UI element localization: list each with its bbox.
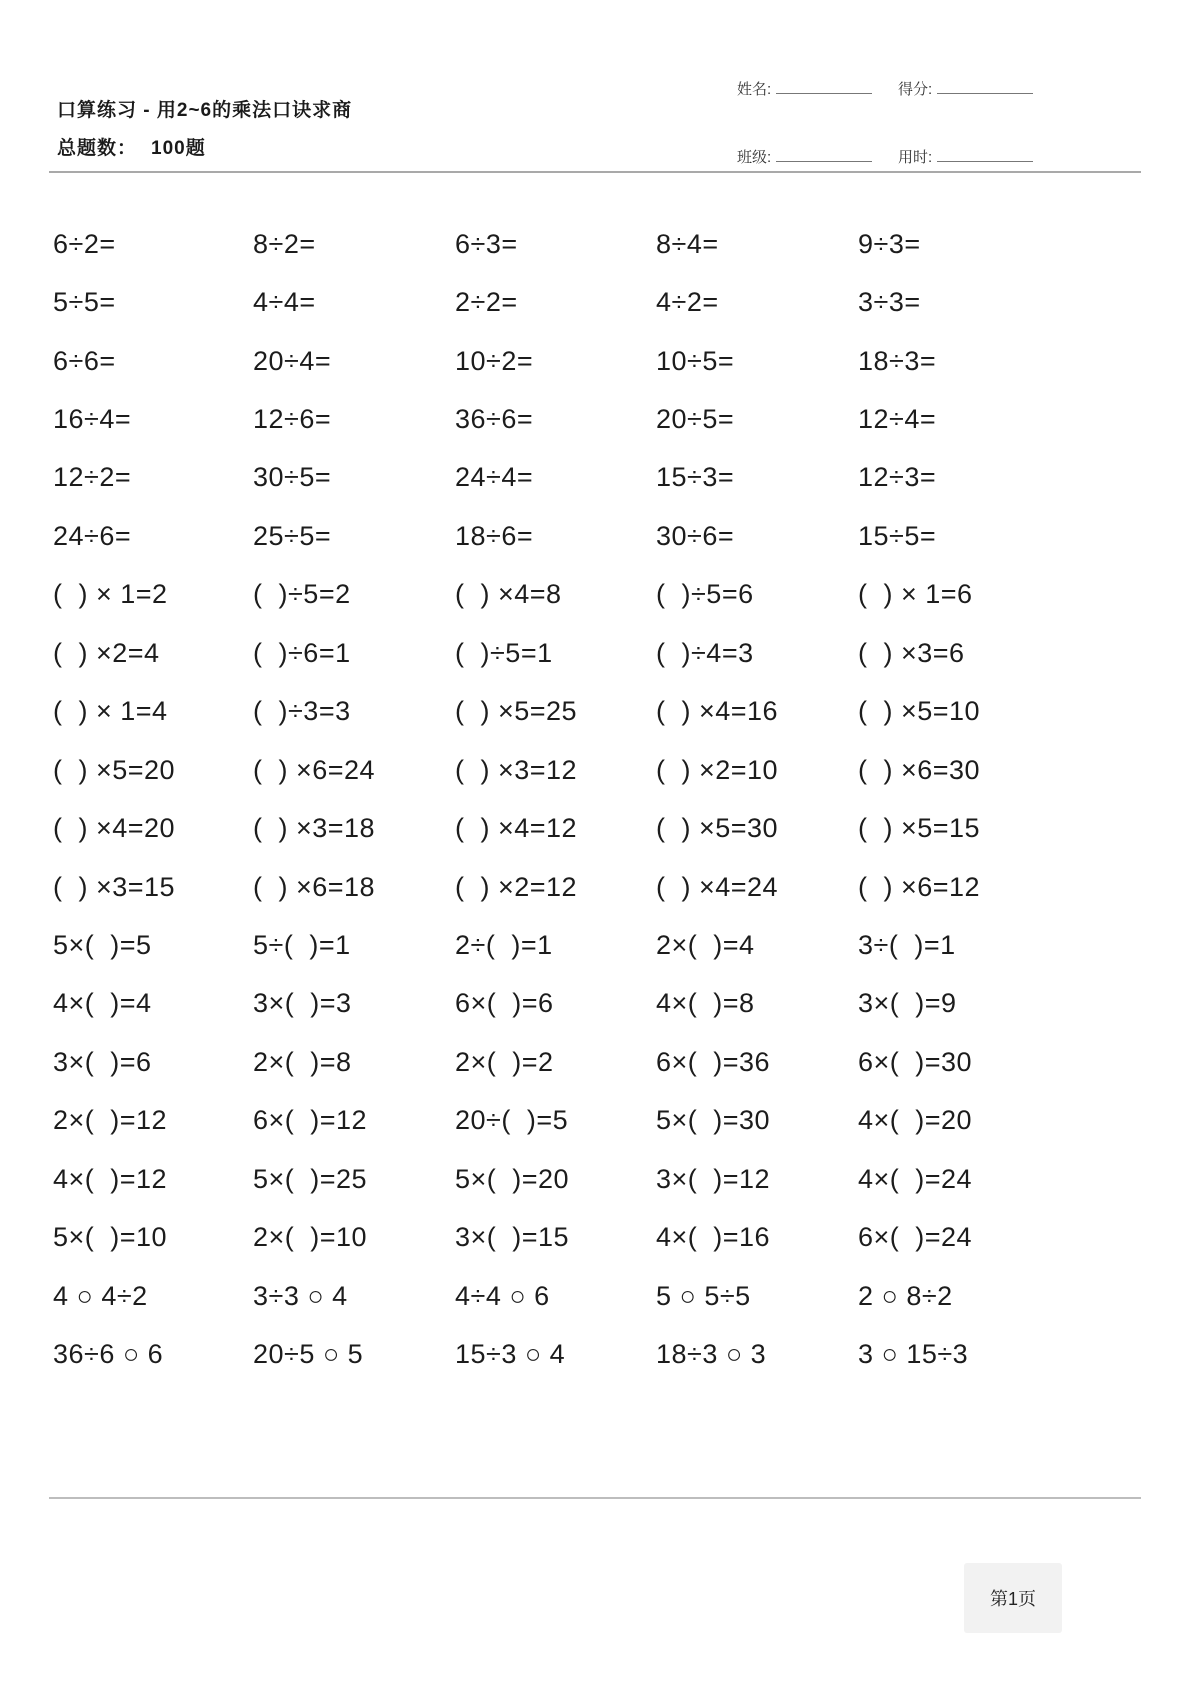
problem-cell: 2×( )=4 (656, 929, 755, 960)
problem-cell: 20÷( )=5 (455, 1105, 569, 1136)
problem-cell: 4×( )=8 (656, 988, 755, 1019)
problem-cell: 3÷3 ○ 4 (253, 1280, 348, 1311)
problem-cell: 18÷3= (858, 345, 937, 376)
problem-cell: 6×( )=12 (253, 1105, 368, 1136)
problem-cell: 5 ○ 5÷5 (656, 1280, 751, 1311)
problem-cell: ( ) ×4=24 (656, 871, 779, 902)
problem-cell: 5×( )=25 (253, 1163, 368, 1194)
problem-cell: ( ) ×3=12 (455, 754, 578, 785)
problem-cell: 4÷4= (253, 287, 316, 318)
footer-divider (49, 1497, 1141, 1499)
problem-cell: 18÷3 ○ 3 (656, 1339, 767, 1370)
class-field-label: 班级: (737, 149, 772, 166)
problem-cell: 20÷5= (656, 404, 735, 435)
problem-cell: ( ) ×4=8 (455, 579, 562, 610)
problem-cell: 36÷6 ○ 6 (53, 1339, 164, 1370)
problem-cell: 20÷5 ○ 5 (253, 1339, 364, 1370)
time-blank-line (937, 160, 1033, 162)
problem-cell: ( )÷5=2 (253, 579, 351, 610)
problem-cell: 25÷5= (253, 520, 332, 551)
problem-cell: ( )÷5=6 (656, 579, 754, 610)
problem-cell: 3×( )=15 (455, 1222, 570, 1253)
problem-cell: 12÷4= (858, 404, 937, 435)
problem-cell: ( ) ×3=6 (858, 637, 965, 668)
problem-cell: ( ) ×6=30 (858, 754, 981, 785)
problem-cell: ( ) ×5=30 (656, 813, 779, 844)
problem-cell: 12÷6= (253, 404, 332, 435)
problem-cell: ( ) × 1=2 (53, 579, 168, 610)
problem-cell: ( )÷3=3 (253, 696, 351, 727)
problems-grid (53, 215, 1143, 1384)
problem-cell: 5×( )=30 (656, 1105, 771, 1136)
problem-cell: 15÷3= (656, 462, 735, 493)
class-blank-line (776, 160, 872, 162)
problem-cell: 8÷2= (253, 228, 316, 259)
problem-cell: 5×( )=5 (53, 929, 152, 960)
problem-cell: 3÷3= (858, 287, 921, 318)
problem-cell: 3÷( )=1 (858, 929, 956, 960)
problem-cell: ( )÷6=1 (253, 637, 351, 668)
page-number-label: 第1页 (989, 1589, 1036, 1609)
header-divider (49, 171, 1141, 173)
problem-cell: 12÷3= (858, 462, 937, 493)
problem-cell: 2×( )=10 (253, 1222, 368, 1253)
problem-cell: ( ) ×4=16 (656, 696, 779, 727)
problem-cell: 3×( )=12 (656, 1163, 771, 1194)
problem-cell: 3×( )=9 (858, 988, 957, 1019)
problem-cell: 24÷6= (53, 520, 132, 551)
problem-cell: 3 ○ 15÷3 (858, 1339, 969, 1370)
problem-cell: 15÷3 ○ 4 (455, 1339, 566, 1370)
class-field (737, 146, 872, 167)
problem-cell: 18÷6= (455, 520, 534, 551)
problem-cell: 2÷( )=1 (455, 929, 553, 960)
problem-cell: 2×( )=12 (53, 1105, 168, 1136)
problem-cell: ( )÷4=3 (656, 637, 754, 668)
problem-cell: ( ) ×4=20 (53, 813, 176, 844)
total-count-label: 总题数： (57, 138, 138, 159)
problem-cell: 5÷( )=1 (253, 929, 351, 960)
problem-cell: 6÷2= (53, 228, 116, 259)
problem-cell: 2×( )=8 (253, 1046, 352, 1077)
problem-cell: ( )÷5=1 (455, 637, 553, 668)
problem-cell: ( ) × 1=4 (53, 696, 168, 727)
problem-cell: 3×( )=6 (53, 1046, 152, 1077)
problem-cell: 2÷2= (455, 287, 518, 318)
problem-cell: 4 ○ 4÷2 (53, 1280, 148, 1311)
total-count (57, 133, 206, 160)
name-field-label: 姓名: (737, 81, 772, 98)
problem-cell: 4×( )=4 (53, 988, 152, 1019)
problem-cell: 4÷2= (656, 287, 719, 318)
problem-cell: 4×( )=24 (858, 1163, 973, 1194)
problem-cell: 6÷3= (455, 228, 518, 259)
page-title: 口算练习 - 用2~6的乘法口诀求商 (57, 100, 353, 121)
problem-cell: ( ) ×2=4 (53, 637, 160, 668)
problem-cell: 24÷4= (455, 462, 534, 493)
problem-cell: ( ) ×6=24 (253, 754, 376, 785)
problem-cell: 6÷6= (53, 345, 116, 376)
problem-cell: 15÷5= (858, 520, 937, 551)
problem-cell: ( ) ×5=25 (455, 696, 578, 727)
problem-cell: 6×( )=24 (858, 1222, 973, 1253)
problem-cell: 12÷2= (53, 462, 132, 493)
problem-cell: 8÷4= (656, 228, 719, 259)
problem-cell: 9÷3= (858, 228, 921, 259)
problem-cell: 5×( )=20 (455, 1163, 570, 1194)
problem-cell: 4÷4 ○ 6 (455, 1280, 550, 1311)
problem-cell: 3×( )=3 (253, 988, 352, 1019)
problem-cell: 36÷6= (455, 404, 534, 435)
problem-cell: ( ) ×3=18 (253, 813, 376, 844)
problem-cell: 5÷5= (53, 287, 116, 318)
score-field (898, 78, 1033, 99)
problem-cell: 4×( )=16 (656, 1222, 771, 1253)
problem-cell: ( ) ×2=12 (455, 871, 578, 902)
problem-cell: 30÷5= (253, 462, 332, 493)
problem-cell: ( ) ×2=10 (656, 754, 779, 785)
problem-cell: 4×( )=12 (53, 1163, 168, 1194)
problem-cell: ( ) × 1=6 (858, 579, 973, 610)
problem-cell: ( ) ×3=15 (53, 871, 176, 902)
problem-cell: 6×( )=30 (858, 1046, 973, 1077)
problem-cell: 5×( )=10 (53, 1222, 168, 1253)
problem-cell: ( ) ×5=20 (53, 754, 176, 785)
problem-cell: ( ) ×5=15 (858, 813, 981, 844)
problem-cell: 4×( )=20 (858, 1105, 973, 1136)
problem-cell: 16÷4= (53, 404, 132, 435)
score-blank-line (937, 92, 1033, 94)
problem-cell: ( ) ×5=10 (858, 696, 981, 727)
name-field (737, 78, 872, 99)
problem-cell: ( ) ×6=12 (858, 871, 981, 902)
problem-cell: 6×( )=36 (656, 1046, 771, 1077)
problem-cell: 2×( )=2 (455, 1046, 554, 1077)
problem-cell: ( ) ×6=18 (253, 871, 376, 902)
total-count-value: 100题 (151, 138, 206, 159)
problem-cell: 20÷4= (253, 345, 332, 376)
page-number-badge (964, 1563, 1062, 1633)
problem-cell: 10÷2= (455, 345, 534, 376)
name-blank-line (776, 92, 872, 94)
problem-cell: ( ) ×4=12 (455, 813, 578, 844)
time-field (898, 146, 1033, 167)
problem-cell: 2 ○ 8÷2 (858, 1280, 953, 1311)
time-field-label: 用时: (898, 149, 933, 166)
problem-cell: 6×( )=6 (455, 988, 554, 1019)
problem-cell: 10÷5= (656, 345, 735, 376)
score-field-label: 得分: (898, 81, 933, 98)
problem-cell: 30÷6= (656, 520, 735, 551)
